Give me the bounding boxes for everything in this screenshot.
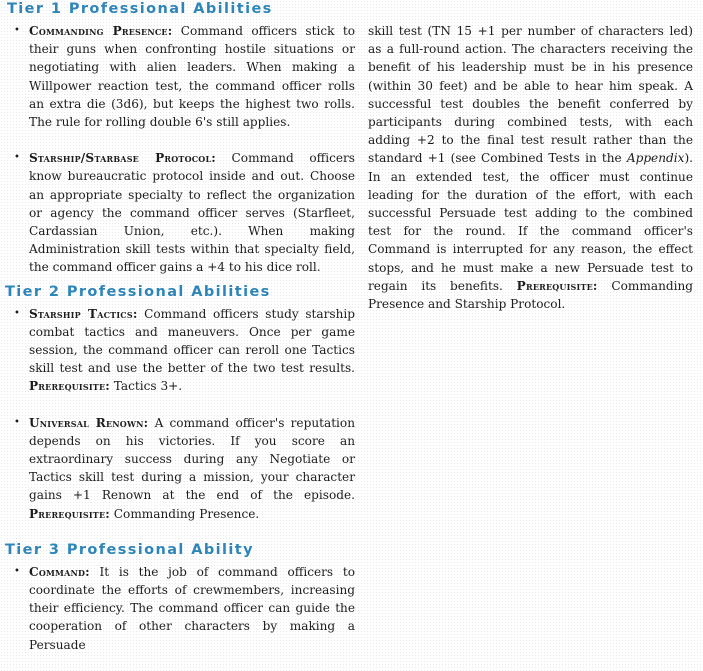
prerequisite-text: Tactics 3+. (113, 379, 183, 394)
tier3-heading: Tier 3 Professional Ability (5, 541, 254, 558)
ability-commanding-presence (5, 22, 355, 131)
ability-text: Command officers stick to their guns when confronting hostile situations or negotiating with alien leaders. When making a Willpower reaction test, the command officer rolls an extra die (3d6), but keeps the highest two rolls. The rule for rolling double 6's still applies. (29, 24, 355, 130)
bullet-icon: • (14, 25, 20, 36)
left-column (5, 0, 355, 654)
tier2-heading: Tier 2 Professional Abilities (5, 283, 271, 300)
command-continuation (368, 22, 693, 313)
tier1-heading: Tier 1 Professional Abilities (7, 1, 273, 17)
bullet-icon: • (14, 565, 20, 577)
ability-starship-tactics (5, 305, 355, 396)
appendix-reference: Appendix (626, 151, 685, 166)
ability-name: Starship Tactics: (29, 306, 138, 321)
ability-text: Command officers know bureaucratic protocol inside and out. Choose an appropriate specialty to reflect the organization or agency the command officer serves (Starfleet, Cardassian Union, etc.). When making Administration skill tests within that specialty field, the command officer gains a +4 to his dice roll. (29, 151, 355, 275)
prerequisite-label: Prerequisite: (29, 506, 110, 521)
ability-starship-starbase-protocol (5, 149, 355, 276)
prerequisite-label: Prerequisite: (29, 379, 110, 394)
continuation-text-2: ). In an extended test, the officer must continue leading for the duration of the effort, with each successful Persuade test adding to the combined test for the round. If the command officer's Command is interrupted for any reason, the effect stops, and he must make a new Persuade test to regain its benefits. (368, 151, 693, 293)
bullet-icon: • (14, 416, 20, 428)
ability-name: Starship/Starbase Protocol: (29, 151, 216, 166)
prerequisite-text: Commanding Presence and Starship Protocol. (368, 278, 693, 312)
continuation-text: skill test (TN 15 +1 per number of characters led) as a full-round action. The characters receiving the benefit of his leadership must be in his presence (within 30 feet) and be able to hear him speak. A successful test doubles the benefit conferred by participants during combined tests, with each adding +2 to the final test result rather than the standard +1 (see Combined Tests in the (368, 24, 693, 166)
ability-text: A command officer's reputation depends on his victories. If you score an extraordinary success during any Negotiate or Tactics skill test during a mission, your character gains +1 Renown at the end of the episode. (29, 415, 355, 503)
ability-universal-renown (5, 414, 355, 523)
ability-text: It is the job of command officers to coordinate the efforts of crewmembers, increasing their efficiency. The command officer can guide the cooperation of other characters by making a Persuade (29, 564, 355, 652)
bullet-icon: • (14, 307, 20, 319)
right-column (368, 22, 693, 313)
ability-command (5, 563, 355, 654)
prerequisite-label: Prerequisite: (516, 278, 598, 293)
ability-name: Command: (29, 564, 90, 579)
ability-text: Command officers study starship combat tactics and maneuvers. Once per game session, the command officer can reroll one Tactics skill test and use the better of the two test results. (29, 306, 355, 376)
ability-name: Commanding Presence: (29, 24, 173, 38)
prerequisite-text: Commanding Presence. (113, 506, 260, 521)
bullet-icon: • (14, 152, 20, 164)
ability-name: Universal Renown: (29, 415, 149, 430)
